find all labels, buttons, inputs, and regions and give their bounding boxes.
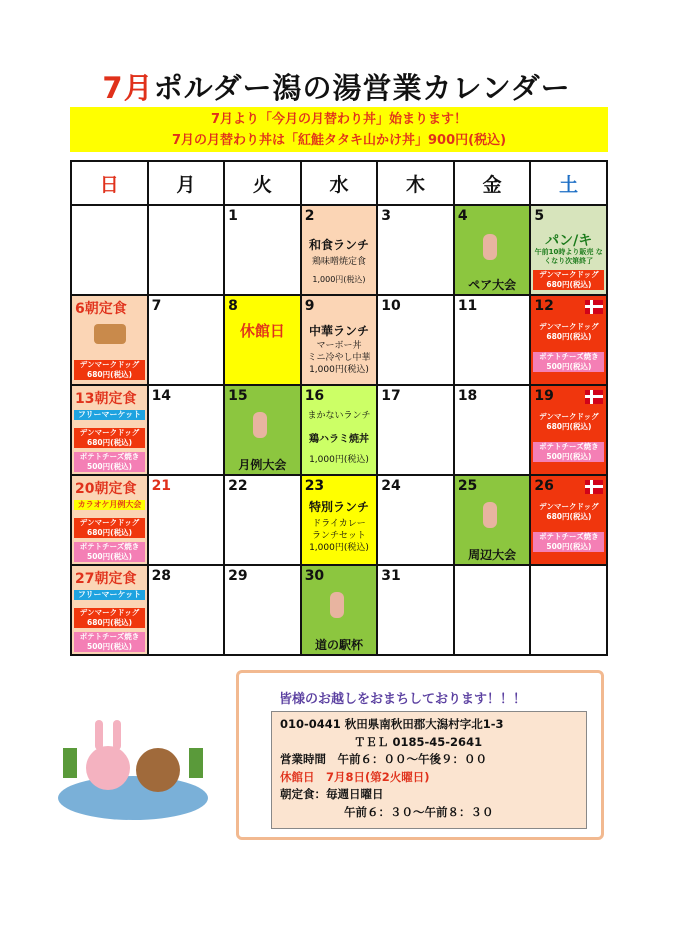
day-30: 30 道の駅杯 [301, 565, 378, 655]
weekday-mon: 月 [148, 161, 225, 205]
day-29: 29 [224, 565, 301, 655]
denmark-flag-icon [585, 390, 603, 404]
day-7: 7 [148, 295, 225, 385]
weekday-tue: 火 [224, 161, 301, 205]
rabbit-icon [483, 502, 497, 528]
rabbit-icon [330, 592, 344, 618]
weekday-sat: 土 [530, 161, 607, 205]
weekday-sun: 日 [71, 161, 148, 205]
day-18: 18 [454, 385, 531, 475]
closed-day: 休館日 7月8日(第2火曜日) [280, 769, 430, 784]
day-13: 13朝定食 フリーマーケット デンマークドッグ 680円(税込) ポテトチーズ焼き 500円(税込) [71, 385, 148, 475]
weekday-wed: 水 [301, 161, 378, 205]
day-12: 12 デンマークドッグ 680円(税込) ポテトチーズ焼き 500円(税込) [530, 295, 607, 385]
day-2: 2 和食ランチ 鶏味噌焼定食 1,000円(税込) [301, 205, 378, 295]
day-10: 10 [377, 295, 454, 385]
day-31: 31 [377, 565, 454, 655]
day-3: 3 [377, 205, 454, 295]
calendar-grid [70, 160, 608, 656]
breakfast-hours: 午前６：３０～午前８：３０ [344, 804, 494, 819]
day-24: 24 [377, 475, 454, 565]
day-21: 21 [148, 475, 225, 565]
day-empty [71, 205, 148, 295]
weekday-thu: 木 [377, 161, 454, 205]
day-9: 9 中華ランチ マーボー丼 ミニ冷やし中華 1,000円(税込) [301, 295, 378, 385]
day-empty [148, 205, 225, 295]
day-4: 4 ペア大会 [454, 205, 531, 295]
day-empty [454, 565, 531, 655]
weekday-header [71, 161, 607, 205]
day-14: 14 [148, 385, 225, 475]
breakfast-tray-icon [94, 324, 126, 344]
banner-line-2: 7月の月替わり丼は「紅鮭タタキ山かけ丼」900円(税込) [171, 133, 507, 148]
day-empty [530, 565, 607, 655]
day-17: 17 [377, 385, 454, 475]
day-22: 22 [224, 475, 301, 565]
day-11: 11 [454, 295, 531, 385]
day-8: 8 休館日 [224, 295, 301, 385]
welcome-heading: 皆様のお越しをおまちしております！！！ [279, 692, 527, 707]
day-20: 20朝定食 カラオケ月例大会 デンマークドッグ 680円(税込) ポテトチーズ焼き 500円(税込) [71, 475, 148, 565]
banner-line-1: 7月より「今月の月替わり丼」始まります！ [210, 112, 468, 127]
day-5: 5 パン/キ 午前10時より販売 なくなり次第終了 デンマークドッグ 680円(税込) [530, 205, 607, 295]
telephone: ＴＥＬ 0185-45-2641 [354, 734, 483, 749]
day-26: 26 デンマークドッグ 680円(税込) ポテトチーズ焼き 500円(税込) [530, 475, 607, 565]
page-title: 7月ポルダー潟の湯営業カレンダー [102, 71, 571, 105]
denmark-flag-icon [585, 300, 603, 314]
info-scroll-panel [236, 670, 604, 840]
day-15: 15 月例大会 [224, 385, 301, 475]
day-23: 23 特別ランチ ドライカレー ランチセット 1,000円(税込) [301, 475, 378, 565]
day-28: 28 [148, 565, 225, 655]
weekday-fri: 金 [454, 161, 531, 205]
denmark-flag-icon [585, 480, 603, 494]
day-6: 6朝定食 デンマークドッグ 680円(税込) [71, 295, 148, 385]
day-16: 16 まかないランチ 鶏ハラミ焼丼 1,000円(税込) [301, 385, 378, 475]
info-box [271, 711, 587, 829]
day-25: 25 周辺大会 [454, 475, 531, 565]
day-19: 19 デンマークドッグ 680円(税込) ポテトチーズ焼き 500円(税込) [530, 385, 607, 475]
day-27: 27朝定食 フリーマーケット デンマークドッグ 680円(税込) ポテトチーズ焼き 500円(税込) [71, 565, 148, 655]
rabbit-icon [483, 234, 497, 260]
address: 010-0441 秋田県南秋田郡大潟村字北1-3 [280, 717, 504, 731]
day-1: 1 [224, 205, 301, 295]
rabbit-icon [253, 412, 267, 438]
hot-spring-mascot-illustration [53, 708, 213, 828]
announcement-banner [70, 107, 608, 152]
business-hours: 営業時間 午前６：００～午後９：００ [280, 752, 487, 766]
breakfast-day: 朝定食：毎週日曜日 [280, 787, 384, 801]
